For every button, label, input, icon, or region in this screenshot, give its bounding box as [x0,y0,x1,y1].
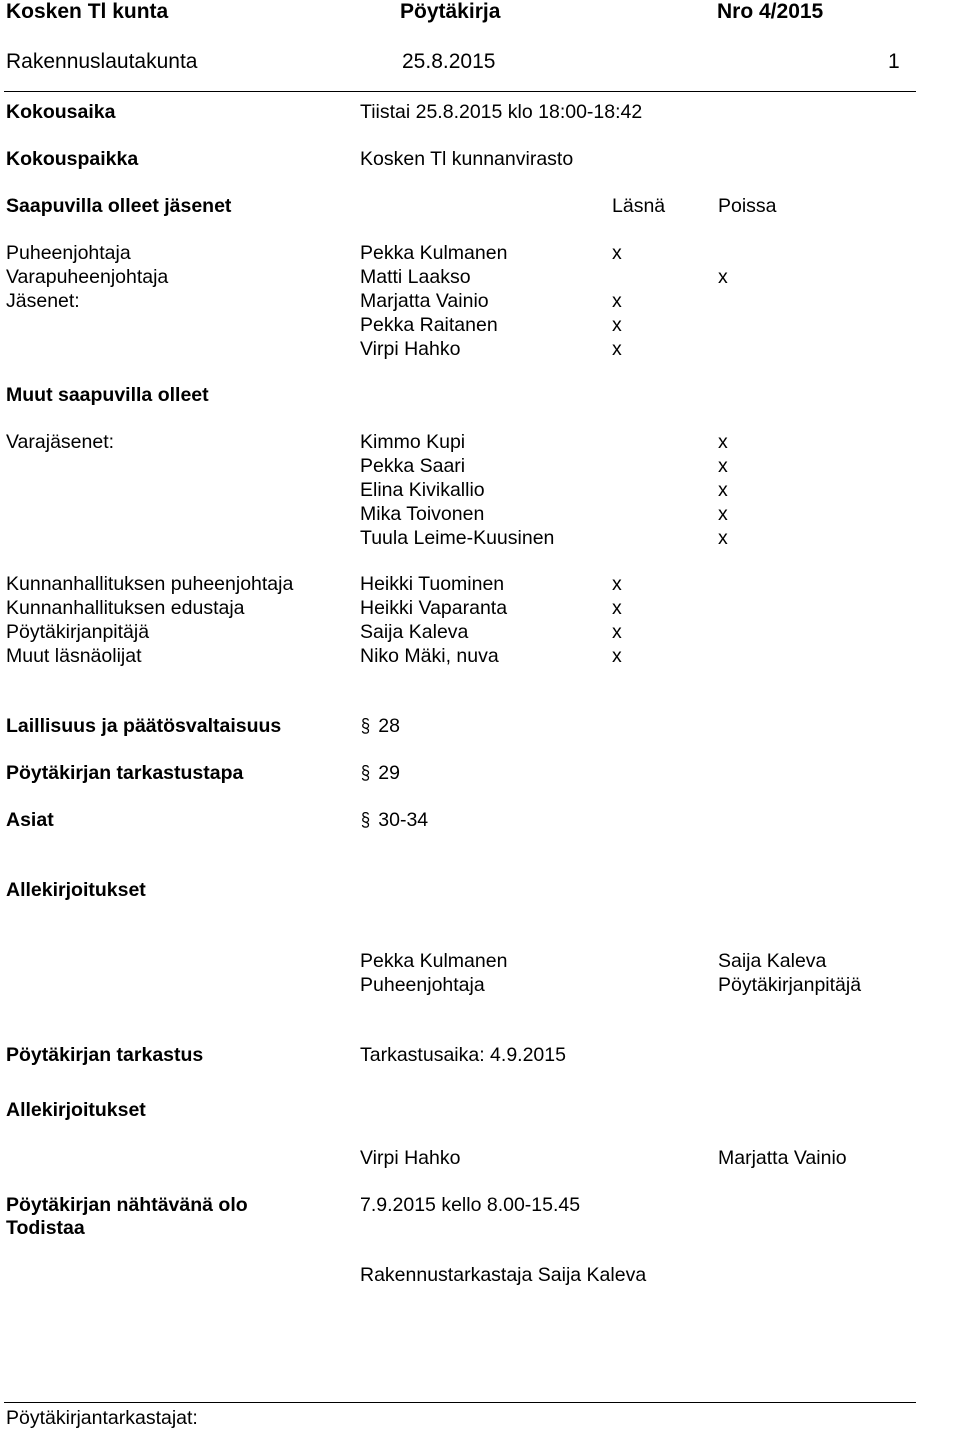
display-label: Pöytäkirjan nähtävänä olo [6,1194,248,1216]
attendee-role: Kunnanhallituksen edustaja [6,597,245,619]
document-type: Pöytäkirja [400,0,501,23]
member-name: Pekka Raitanen [360,314,498,336]
deputy-name: Kimmo Kupi [360,431,466,453]
page-number: 1 [888,50,900,73]
member-role: Varapuheenjohtaja [6,266,169,288]
attendee-name: Heikki Vaparanta [360,597,508,619]
section-value: 30-34 [378,809,429,831]
members-heading: Saapuvilla olleet jäsenet [6,195,232,217]
display-period: 7.9.2015 kello 8.00-15.45 [360,1194,581,1216]
member-role: Puheenjohtaja [6,242,131,264]
absent-mark: x [718,527,728,549]
absent-column-header: Poissa [718,195,777,217]
attendee-role: Muut läsnäolijat [6,645,142,667]
meeting-time-value: Tiistai 25.8.2015 klo 18:00-18:42 [360,101,643,123]
deputy-name: Mika Toivonen [360,503,485,525]
reviewer-1-name: Virpi Hahko [360,1147,461,1169]
committee-name: Rakennuslautakunta [6,50,198,73]
attendee-name: Heikki Tuominen [360,573,505,595]
matters-section [360,808,428,832]
member-name: Pekka Kulmanen [360,242,508,264]
header-divider [4,91,916,92]
present-mark: x [612,338,622,360]
deputies-label: Varajäsenet: [6,431,115,453]
meeting-time-label: Kokousaika [6,101,116,123]
municipality-name: Kosken Tl kunta [6,0,169,23]
member-role: Jäsenet: [6,290,80,312]
reviewer-2-name: Marjatta Vainio [718,1147,847,1169]
attendee-name: Saija Kaleva [360,621,469,643]
meeting-date: 25.8.2015 [402,50,496,73]
footer-divider [4,1402,916,1403]
signatures-heading: Allekirjoitukset [6,879,146,901]
absent-mark: x [718,431,728,453]
reviewers-footer-label: Pöytäkirjantarkastajat: [6,1407,198,1429]
member-name: Virpi Hahko [360,338,461,360]
attendee-name: Niko Mäki, nuva [360,645,499,667]
section-symbol: § [360,715,371,737]
review-method-section [360,761,400,785]
review-signatures-heading: Allekirjoitukset [6,1099,146,1121]
document-number: Nro 4/2015 [717,0,824,23]
section-value: 29 [378,762,400,784]
secretary-title: Pöytäkirjanpitäjä [718,974,862,996]
present-column-header: Läsnä [612,195,666,217]
legality-section [360,714,400,738]
present-mark: x [612,290,622,312]
present-mark: x [612,621,622,643]
attendee-role: Kunnanhallituksen puheenjohtaja [6,573,294,595]
present-mark: x [612,597,622,619]
member-name: Marjatta Vainio [360,290,489,312]
others-heading: Muut saapuvilla olleet [6,384,209,406]
meeting-place-value: Kosken Tl kunnanvirasto [360,148,574,170]
certify-label: Todistaa [6,1217,85,1239]
review-method-label: Pöytäkirjan tarkastustapa [6,762,244,784]
review-label: Pöytäkirjan tarkastus [6,1044,204,1066]
present-mark: x [612,645,622,667]
matters-label: Asiat [6,809,54,831]
deputy-name: Pekka Saari [360,455,466,477]
deputy-name: Elina Kivikallio [360,479,485,501]
attendee-role: Pöytäkirjanpitäjä [6,621,150,643]
section-value: 28 [378,715,400,737]
member-name: Matti Laakso [360,266,471,288]
absent-mark: x [718,455,728,477]
absent-mark: x [718,266,728,288]
chair-title: Puheenjohtaja [360,974,485,996]
review-date: Tarkastusaika: 4.9.2015 [360,1044,566,1066]
legality-label: Laillisuus ja päätösvaltaisuus [6,715,282,737]
present-mark: x [612,573,622,595]
chair-name: Pekka Kulmanen [360,950,508,972]
absent-mark: x [718,479,728,501]
certifier-name: Rakennustarkastaja Saija Kaleva [360,1264,647,1286]
present-mark: x [612,242,622,264]
absent-mark: x [718,503,728,525]
present-mark: x [612,314,622,336]
section-symbol: § [360,762,371,784]
secretary-name: Saija Kaleva [718,950,827,972]
deputy-name: Tuula Leime-Kuusinen [360,527,555,549]
section-symbol: § [360,809,371,831]
meeting-place-label: Kokouspaikka [6,148,139,170]
